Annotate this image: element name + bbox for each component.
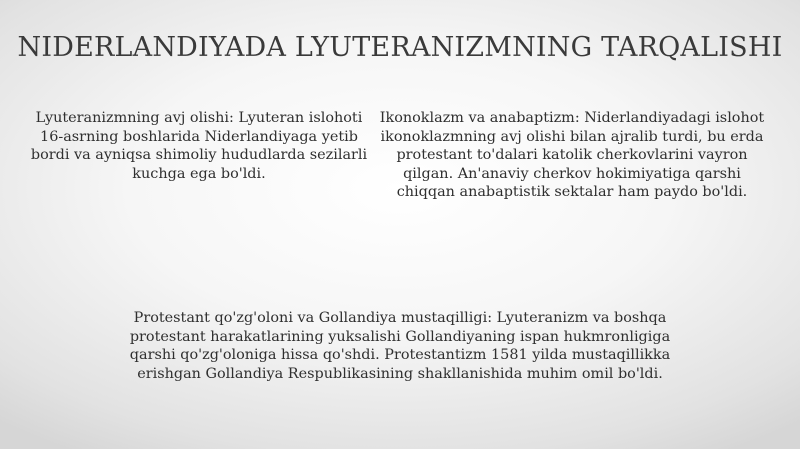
text-block-lutheranism-rise: Lyuteranizmning avj olishi: Lyuteran islohoti 16-asrning boshlarida Niderlandiyaga yetib bordi va ayniqsa shimoliy hududlarda sezilarli kuchga ega bo'ldi. [30, 110, 368, 182]
text-block-dutch-independence: Protestant qo'zg'oloni va Gollandiya mustaqilligi: Lyuteranizm va boshqa protestant harakatlarining yuksalishi Gollandiyaning ispan hukmronligiga qarshi qo'zg'oloniga hissa qo'shdi. Protestantizm 1581 yilda mustaqillikka erishgan Gollandiya Respublikasining shakllanishida muhim omil bo'ldi. [129, 310, 671, 382]
slide-title: NIDERLANDIYADA LYUTERANIZMNING TARQALISHI [17, 32, 783, 63]
text-block-iconoclasm-anabaptism: Ikonoklazm va anabaptizm: Niderlandiyadagi islohot ikonoklazmning avj olishi bilan ajralib turdi, bu erda protestant to'dalari katolik cherkovlarini vayron qilgan. An'anaviy cherkov hokimiyatiga qarshi chiqqan anabaptistik sektalar ham paydo bo'ldi. [379, 110, 765, 200]
